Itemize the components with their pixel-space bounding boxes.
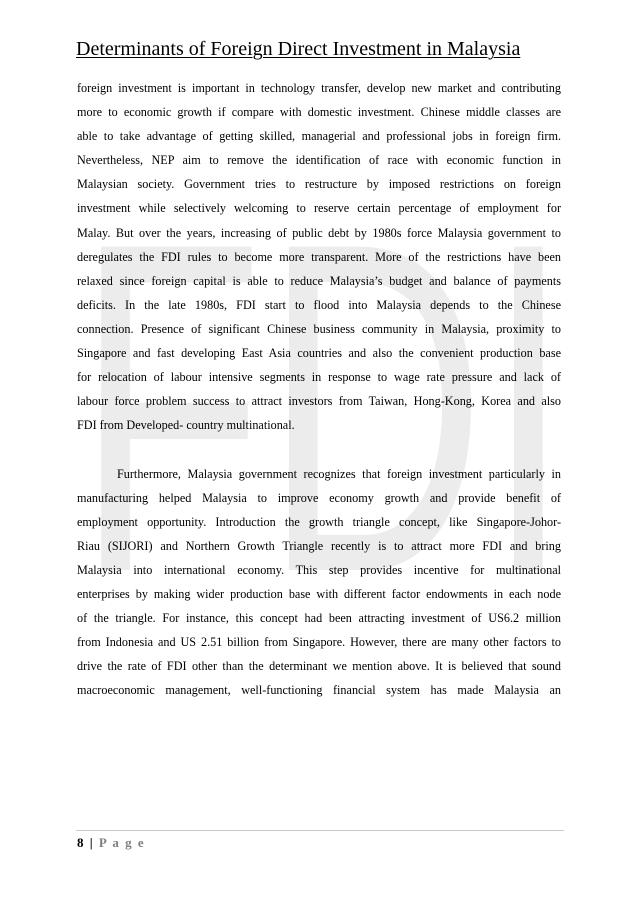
text-line: from Indonesia and US 2.51 billion from Singapore. However, there are many other factors to — [77, 635, 561, 650]
text-line: Malay. But over the years, increasing of public debt by 1980s force Malaysia government to — [77, 225, 561, 240]
text-line: Singapore and fast developing East Asia countries and also the convenient production base — [77, 346, 561, 361]
text-line: Malaysian society. Government tries to restructure by imposed restrictions on foreign — [77, 177, 561, 192]
text-line: of the triangle. For instance, this concept had been attracting investment of US6.2 million — [77, 611, 561, 626]
page-title: Determinants of Foreign Direct Investment in Malaysia — [76, 38, 521, 60]
text-line: Malaysia into international economy. This step provides incentive for multinational — [77, 562, 561, 577]
paragraph-gap — [77, 437, 561, 461]
text-line: foreign investment is important in technology transfer, develop new market and contributing — [77, 81, 561, 95]
text-line: deregulates the FDI rules to become more transparent. More of the restrictions have been — [77, 249, 561, 264]
text-line: connection. Presence of significant Chinese business community in Malaysia, proximity to — [77, 321, 561, 336]
text-line: Riau (SIJORI) and Northern Growth Triangle recently is to attract more FDI and bring — [77, 538, 561, 553]
text-line: Nevertheless, NEP aim to remove the identification of race with economic function in — [77, 153, 561, 168]
text-line: investment while selectively welcoming to reserve certain percentage of employment for — [77, 201, 561, 216]
footer-separator: | — [89, 835, 95, 850]
text-line: macroeconomic management, well-functioning financial system has made Malaysia an — [77, 683, 561, 698]
text-line: for relocation of labour intensive segments in response to wage rate pressure and lack of — [77, 370, 561, 385]
text-line: employment opportunity. Introduction the growth triangle concept, like Singapore-Johor- — [77, 514, 561, 529]
text-line: enterprises by making wider production base with different factor endowments in each node — [77, 586, 561, 601]
footer-divider — [76, 830, 564, 831]
page-number: 8 — [77, 835, 85, 850]
text-line: manufacturing helped Malaysia to improve economy growth and provide benefit of — [77, 490, 561, 505]
page-label: P a g e — [98, 835, 146, 850]
page-footer — [77, 834, 145, 852]
text-line: more to economic growth if compare with domestic investment. Chinese middle classes are — [77, 105, 561, 120]
text-line: able to take advantage of getting skilled, managerial and professional jobs in foreign firm. — [77, 129, 561, 144]
text-line: relaxed since foreign capital is able to reduce Malaysia’s budget and balance of payments — [77, 273, 561, 288]
text-line: deficits. In the late 1980s, FDI start to flood into Malaysia depends to the Chinese — [77, 297, 561, 312]
text-line: labour force problem success to attract investors from Taiwan, Hong-Kong, Korea and also — [77, 394, 561, 409]
paragraph-2 — [77, 462, 561, 703]
watermark-text: FDI — [76, 200, 571, 580]
paragraph-1 — [77, 76, 561, 437]
body-text — [77, 76, 561, 702]
text-line: drive the rate of FDI other than the determinant we mention above. It is believed that sound — [77, 659, 561, 674]
text-line: Furthermore, Malaysia government recognizes that foreign investment particularly in — [117, 466, 561, 481]
text-line: FDI from Developed- country multinational. — [77, 418, 295, 433]
